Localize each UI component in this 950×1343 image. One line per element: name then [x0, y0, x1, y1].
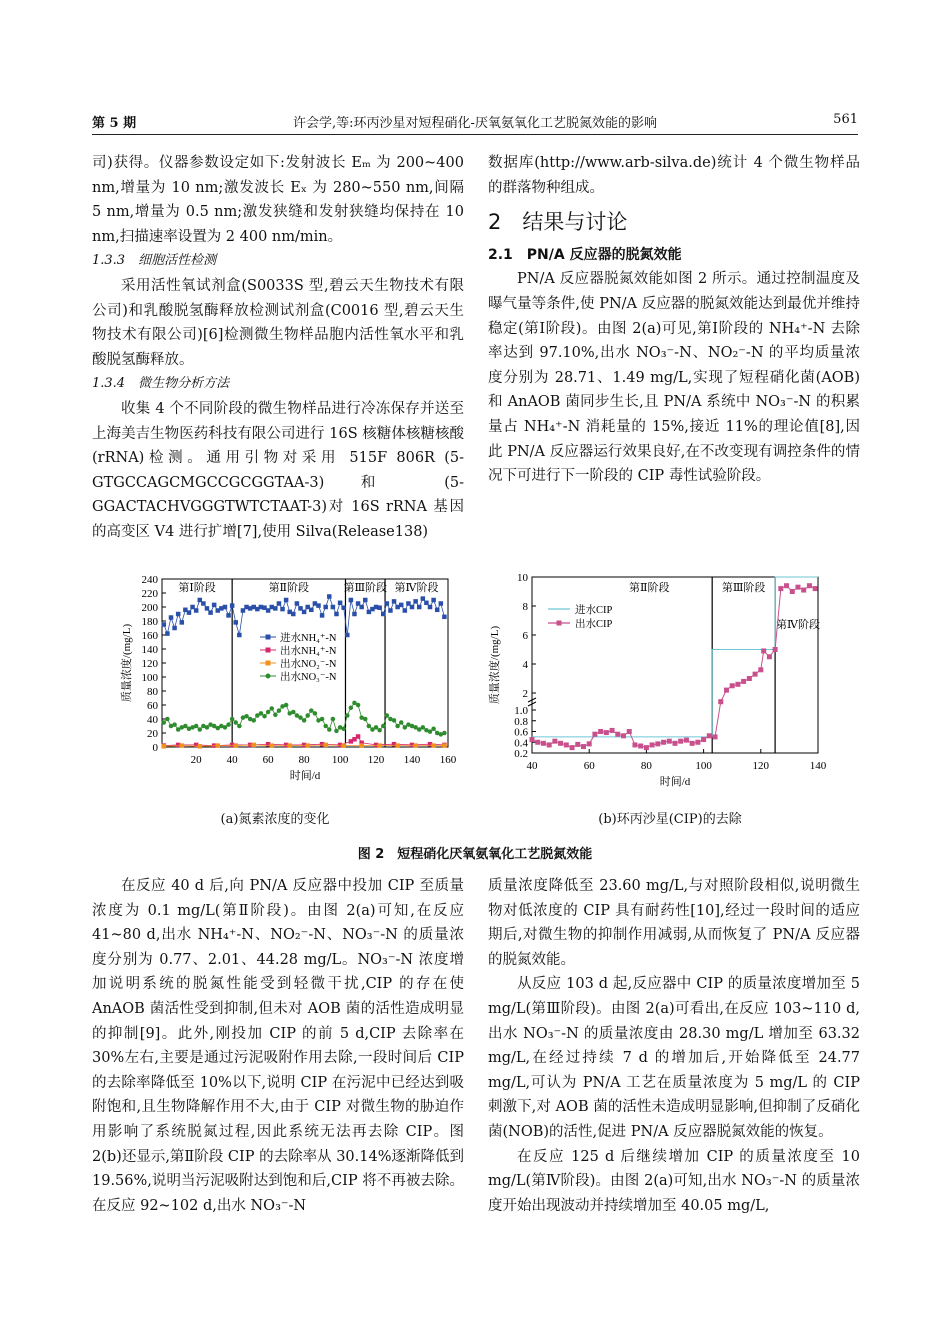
data-point — [198, 727, 203, 732]
data-point — [277, 708, 282, 713]
legend-label: 进水CIP — [575, 605, 613, 616]
y-tick-label: 200 — [141, 602, 158, 614]
data-point — [172, 722, 177, 727]
data-point — [345, 633, 350, 638]
x-axis-title: 时间/d — [659, 776, 691, 788]
data-point — [194, 608, 199, 613]
data-point — [535, 740, 540, 745]
stage-label: 第Ⅳ阶段 — [394, 582, 439, 594]
data-point — [284, 598, 289, 603]
data-point — [266, 648, 271, 653]
x-tick-label: 120 — [752, 760, 770, 772]
data-point — [331, 717, 336, 722]
y-tick-label: 140 — [141, 644, 158, 656]
paragraph: 在反应 40 d 后,向 PN/A 反应器中投加 CIP 至质量浓度为 0.1 mg/L(第Ⅱ阶段)。由图 2(a)可知,在反应 41~80 d,出水 NH₄⁺-N、NO₂⁻-N、NO₃⁻-N 的质量浓度分别为 0.77、2.01、44.28 mg/L。NO₃⁻-N 浓度增加说明系统的脱氮性能受到轻微干扰,CIP 的存在使 AnAOB 菌活性受到抑制,但未对 AOB 菌的活性造成明显的抑制[9]。此外,刚投加 CIP 的前 5 d,CIP 去除率在 30%左右,主要是通过污泥吸附作用去除,一段时间后 CIP 的去除率降低至 10%以下,说明 CIP 在污泥中已经达到吸附饱和,且生物降解作用不大,由于 CIP 对微生物的胁迫作用影响了系统脱氮过程,因此系统无法再去除 CIP。图 2(b)还显示,第Ⅱ阶段 CIP 的去除率从 30.14%逐渐降低到 19.56%,说明当污泥吸附达到饱和后,CIP 将不再被去除。在反应 92~102 d,出水 NO₃⁻-N — [92, 878, 464, 1214]
figure-caption: 图 2 短程硝化厌氧氨氧化工艺脱氮效能 — [357, 847, 593, 862]
x-tick-label: 80 — [298, 754, 310, 766]
data-point — [349, 598, 354, 603]
data-point — [442, 743, 447, 748]
data-point — [615, 732, 620, 737]
data-point — [801, 588, 806, 593]
stage-label: 第Ⅲ阶段 — [343, 582, 388, 594]
y-tick-label: 8 — [522, 601, 528, 613]
data-point — [695, 740, 700, 745]
data-point — [385, 713, 390, 718]
data-point — [403, 608, 408, 613]
data-point — [678, 739, 683, 744]
data-point — [320, 613, 325, 618]
y-tick-label: 0.2 — [514, 748, 528, 760]
data-point — [395, 743, 400, 748]
data-point — [417, 605, 422, 610]
chart-cip-removal — [480, 565, 860, 800]
data-point — [313, 711, 318, 716]
data-point — [403, 725, 408, 730]
legend-label: 进水NH₄⁺-N — [280, 633, 337, 644]
data-point — [280, 607, 285, 612]
x-axis-title: 时间/d — [289, 770, 321, 782]
data-point — [690, 741, 695, 746]
data-point — [557, 621, 562, 626]
data-point — [309, 608, 314, 613]
data-point — [352, 612, 357, 617]
data-point — [341, 727, 346, 732]
y-tick-label: 160 — [141, 630, 158, 642]
data-point — [377, 605, 382, 610]
data-point — [323, 743, 328, 748]
data-point — [610, 728, 615, 733]
x-tick-label: 80 — [640, 760, 652, 772]
data-point — [226, 613, 231, 618]
data-point — [323, 724, 328, 729]
paragraph: 收集 4 个不同阶段的微生物样品进行冷冻保存并送至上海美吉生物医药科技有限公司进行 16S 核糖体核糖核酸(rRNA)检测。通用引物对采用 515F 806R (5-GTGCCAGCMGCCGCGGTAA-3) 和 (5-GGACTACHVGGGTWTCTAAT-3)对 16S rRNA 基因的高变区 V4 进行扩增[7],使用 Silva(Release138) — [92, 400, 464, 540]
y-tick-label: 100 — [141, 672, 158, 684]
data-point — [807, 583, 812, 588]
data-point — [162, 720, 167, 725]
data-point — [813, 586, 818, 591]
legend-label: 出水NO₃⁻-N — [280, 672, 337, 683]
data-point — [421, 725, 426, 730]
running-header — [92, 112, 858, 135]
data-point — [338, 601, 343, 606]
y-tick-label: 180 — [141, 616, 158, 628]
data-point — [413, 743, 418, 748]
data-point — [707, 733, 712, 738]
data-point — [399, 603, 404, 608]
data-point — [413, 599, 418, 604]
y-tick-label: 6 — [522, 630, 528, 642]
data-point — [385, 601, 390, 606]
data-point — [183, 724, 188, 729]
issue-number: 第 5 期 — [92, 116, 137, 131]
data-point — [747, 676, 752, 681]
paragraph: 从反应 103 d 起,反应器中 CIP 的质量浓度增加至 5 mg/L(第Ⅲ阶段)。由图 2(a)可看出,在反应 103~110 d,出水 NO₃⁻-N 的质量浓度由 28.30 mg/L 增加至 63.32 mg/L,在经过持续 7 d 的增加后,开始降低至 24.77 mg/L,可认为 PN/A 工艺在质量浓度为 5 mg/L 的 CIP 刺激下,对 AOB 菌的活性未造成明显影响,但抑制了反硝化菌(NOB)的活性,促进 PN/A 反应器脱氮效能的恢复。 — [488, 976, 860, 1140]
section-heading-2: 2 结果与讨论 — [488, 210, 628, 235]
left-column-bottom — [92, 874, 464, 1218]
data-point — [208, 610, 213, 615]
data-point — [713, 734, 718, 739]
section-heading-1-3-4: 1.3.4 微生物分析方法 — [92, 376, 230, 392]
x-tick-label: 60 — [583, 760, 595, 772]
data-point — [277, 601, 282, 606]
data-point — [442, 731, 447, 736]
data-point — [172, 626, 177, 631]
data-point — [592, 732, 597, 737]
data-point — [753, 672, 758, 677]
data-point — [581, 744, 586, 749]
data-point — [638, 744, 643, 749]
legend-label: 出水CIP — [575, 619, 613, 630]
data-point — [273, 713, 278, 718]
y-tick-label: 240 — [141, 574, 158, 586]
data-point — [767, 654, 772, 659]
data-point — [598, 729, 603, 734]
data-point — [784, 583, 789, 588]
data-point — [334, 729, 339, 734]
data-point — [363, 598, 368, 603]
data-point — [316, 603, 321, 608]
data-point — [377, 728, 382, 733]
section-heading-1-3-3: 1.3.3 细胞活性检测 — [92, 253, 217, 269]
data-point — [604, 730, 609, 735]
paragraph: 在反应 125 d 后继续增加 CIP 的质量浓度至 10 mg/L(第Ⅳ阶段)。由图 2(a)可知,出水 NO₃⁻-N 的质量浓度开始出现波动并持续增加至 40.05 mg/L, — [488, 1148, 860, 1214]
data-point — [790, 589, 795, 594]
data-point — [587, 741, 592, 746]
data-point — [428, 605, 433, 610]
data-point — [541, 741, 546, 746]
data-point — [621, 733, 626, 738]
data-point — [230, 603, 235, 608]
paragraph: 质量浓度降低至 23.60 mg/L,与对照阶段相似,说明微生物对低浓度的 CIP 具有耐药性[10],经过一段时间的适应期后,对微生物的抑制作用减弱,从而恢复了 PN/A 反应器的脱氮效能。 — [488, 878, 860, 968]
data-point — [435, 608, 440, 613]
data-point — [761, 648, 766, 653]
left-column-top — [92, 151, 464, 545]
data-point — [356, 734, 361, 739]
y-tick-label: 2 — [522, 688, 528, 700]
data-point — [291, 612, 296, 617]
data-point — [302, 610, 307, 615]
data-point — [176, 612, 181, 617]
data-point — [266, 661, 271, 666]
data-point — [359, 743, 364, 748]
data-point — [439, 601, 444, 606]
paragraph: 采用活性氧试剂盒(S0033S 型,碧云天生物技术有限公司)和乳酸脱氢酶释放检测试剂盒(C0016 型,碧云天生物技术有限公司)[6]检测微生物样品胞内活性氧水平和乳酸脱氢酶释放。 — [92, 277, 464, 368]
data-point — [392, 718, 397, 723]
section-heading-2-1: 2.1 PN/A 反应器的脱氮效能 — [488, 246, 682, 263]
data-point — [684, 738, 689, 743]
data-point — [564, 742, 569, 747]
data-point — [388, 608, 393, 613]
data-point — [205, 606, 210, 611]
data-point — [356, 703, 361, 708]
data-point — [331, 605, 336, 610]
data-point — [431, 743, 436, 748]
data-point — [547, 742, 552, 747]
data-point — [201, 601, 206, 606]
stage-label: 第Ⅱ阶段 — [268, 582, 310, 594]
data-point — [374, 725, 379, 730]
data-point — [295, 601, 300, 606]
data-point — [266, 710, 271, 715]
data-point — [165, 717, 170, 722]
data-point — [735, 682, 740, 687]
data-point — [655, 741, 660, 746]
data-point — [410, 605, 415, 610]
y-tick-label: 60 — [147, 700, 158, 712]
data-point — [359, 605, 364, 610]
paragraph: 数据库(http://www.arb-silva.de)统计 4 个微生物样品的群落物种组成。 — [488, 155, 860, 196]
running-title: 许会学,等:环丙沙星对短程硝化-厌氧氨氧化工艺脱氮效能的影响 — [293, 116, 657, 131]
data-point — [395, 724, 400, 729]
data-point — [162, 744, 167, 749]
data-point — [730, 683, 735, 688]
y-tick-label: 40 — [147, 714, 158, 726]
data-point — [650, 742, 655, 747]
data-point — [180, 620, 185, 625]
data-point — [230, 717, 235, 722]
data-point — [673, 741, 678, 746]
stage-label: 第Ⅳ阶段 — [775, 618, 820, 631]
data-point — [305, 713, 310, 718]
data-point — [570, 745, 575, 750]
subcaption-a: (a)氮素浓度的变化 — [220, 812, 330, 827]
paragraph: 司)获得。仪器参数设定如下:发射波长 Eₘ 为 200~400 nm,增量为 10 nm;激发波长 Eₓ 为 280~550 nm,间隔 5 nm,增量为 0.5 nm;激发狭缝和发射狭缝均保持在 10 nm,扫描速率设置为 2 400 nm/min。 — [92, 155, 464, 245]
y-tick-label: 0 — [152, 742, 158, 754]
data-point — [399, 720, 404, 725]
x-tick-label: 40 — [226, 754, 238, 766]
data-point — [266, 674, 271, 679]
data-point — [345, 713, 350, 718]
data-point — [287, 743, 292, 748]
data-point — [530, 737, 535, 742]
data-point — [212, 603, 217, 608]
data-point — [273, 606, 278, 611]
data-point — [223, 725, 228, 730]
data-point — [165, 631, 170, 636]
data-point — [552, 739, 557, 744]
data-point — [269, 743, 274, 748]
data-point — [424, 601, 429, 606]
data-point — [162, 622, 167, 627]
data-point — [205, 725, 210, 730]
paragraph: PN/A 反应器脱氮效能如图 2 所示。通过控制温度及曝气量等条件,使 PN/A 反应器的脱氮效能达到最优并维持稳定(第Ⅰ阶段)。由图 2(a)可见,第Ⅰ阶段的 NH₄⁺-N 去除率达到 97.10%,出水 NO₃⁻-N、NO₂⁻-N 的平均质量浓度分别为 28.71、1.49 mg/L,实现了短程硝化菌(AOB)和 AnAOB 菌同步生长,且 PN/A 系统中 NO₃⁻-N 的积累量占 NH₄⁺-N 消耗量的 15%,接近 11%的理论值[8],因此 PN/A 反应器运行效果良好,在不改变现有调控条件的情况下可进行下一阶段的 CIP 毒性试验阶段。 — [488, 271, 860, 485]
data-point — [169, 615, 174, 620]
data-point — [644, 745, 649, 750]
data-point — [381, 724, 386, 729]
data-point — [305, 743, 310, 748]
data-point — [575, 742, 580, 747]
data-point — [284, 703, 289, 708]
data-point — [558, 741, 563, 746]
data-point — [251, 743, 256, 748]
data-point — [327, 594, 332, 599]
series-line — [164, 597, 445, 636]
data-point — [341, 605, 346, 610]
data-point — [251, 718, 256, 723]
data-point — [661, 740, 666, 745]
data-point — [701, 737, 706, 742]
x-tick-label: 140 — [403, 754, 421, 766]
data-point — [381, 612, 386, 617]
data-point — [778, 586, 783, 591]
x-tick-label: 100 — [695, 760, 712, 772]
right-column-top — [488, 151, 860, 489]
data-point — [269, 706, 274, 711]
stage-label: 第Ⅲ阶段 — [721, 582, 766, 594]
x-tick-label: 120 — [367, 754, 385, 766]
data-point — [298, 715, 303, 720]
data-point — [773, 647, 778, 652]
y-tick-label: 120 — [141, 658, 158, 670]
data-point — [349, 706, 354, 711]
data-point — [741, 679, 746, 684]
x-tick-label: 100 — [331, 754, 349, 766]
data-point — [758, 667, 763, 672]
y-axis-title: 质量浓度/(mg/L) — [489, 625, 501, 705]
y-tick-label: 0.4 — [514, 737, 528, 750]
data-point — [262, 714, 267, 719]
data-point — [187, 610, 192, 615]
y-tick-label: 0.8 — [514, 715, 528, 728]
data-point — [194, 724, 199, 729]
data-point — [392, 599, 397, 604]
x-tick-label: 140 — [809, 760, 827, 772]
stage-label: 第Ⅱ阶段 — [629, 582, 670, 594]
data-point — [237, 633, 242, 638]
data-point — [244, 714, 249, 719]
data-point — [363, 717, 368, 722]
data-point — [180, 743, 185, 748]
x-tick-label: 160 — [439, 754, 457, 766]
data-point — [198, 744, 203, 749]
legend-label: 出水NO₂⁻-N — [280, 659, 337, 670]
data-point — [223, 605, 228, 610]
data-point — [341, 743, 346, 748]
data-point — [320, 717, 325, 722]
data-point — [226, 722, 231, 727]
subcaption-b: (b)环丙沙星(CIP)的去除 — [598, 812, 742, 827]
y-tick-label: 1.0 — [514, 705, 528, 717]
y-tick-label: 80 — [147, 686, 158, 698]
data-point — [302, 718, 307, 723]
data-point — [421, 596, 426, 601]
data-point — [627, 729, 632, 734]
data-point — [233, 620, 238, 625]
data-point — [367, 724, 372, 729]
data-point — [442, 615, 447, 620]
legend-label: 出水NH₄⁺-N — [280, 646, 337, 657]
data-point — [266, 635, 271, 640]
data-point — [237, 724, 242, 729]
data-point — [667, 739, 672, 744]
data-point — [718, 699, 723, 704]
data-point — [323, 605, 328, 610]
data-point — [377, 743, 382, 748]
data-point — [309, 708, 314, 713]
data-point — [724, 688, 729, 693]
y-tick-label: 4 — [522, 659, 528, 671]
y-tick-label: 0.6 — [514, 726, 528, 739]
y-tick-label: 20 — [147, 728, 158, 740]
y-tick-label: 220 — [141, 588, 158, 600]
data-point — [233, 743, 238, 748]
right-column-bottom — [488, 874, 860, 1218]
x-tick-label: 60 — [262, 754, 274, 766]
data-point — [334, 612, 339, 617]
data-point — [291, 710, 296, 715]
data-point — [431, 727, 436, 732]
data-point — [259, 711, 264, 716]
x-tick-label: 20 — [190, 754, 202, 766]
chart-nitrogen-concentration — [90, 565, 460, 800]
data-point — [632, 742, 637, 747]
data-point — [216, 743, 221, 748]
data-point — [795, 585, 800, 590]
data-point — [327, 727, 332, 732]
page-number: 561 — [833, 112, 858, 127]
data-point — [233, 720, 238, 725]
data-point — [428, 729, 433, 734]
stage-label: 第Ⅰ阶段 — [178, 582, 216, 594]
y-tick-label: 10 — [517, 572, 528, 584]
x-tick-label: 40 — [526, 760, 538, 772]
data-point — [431, 598, 436, 603]
y-axis-title: 质量浓度/(mg/L) — [121, 623, 133, 703]
